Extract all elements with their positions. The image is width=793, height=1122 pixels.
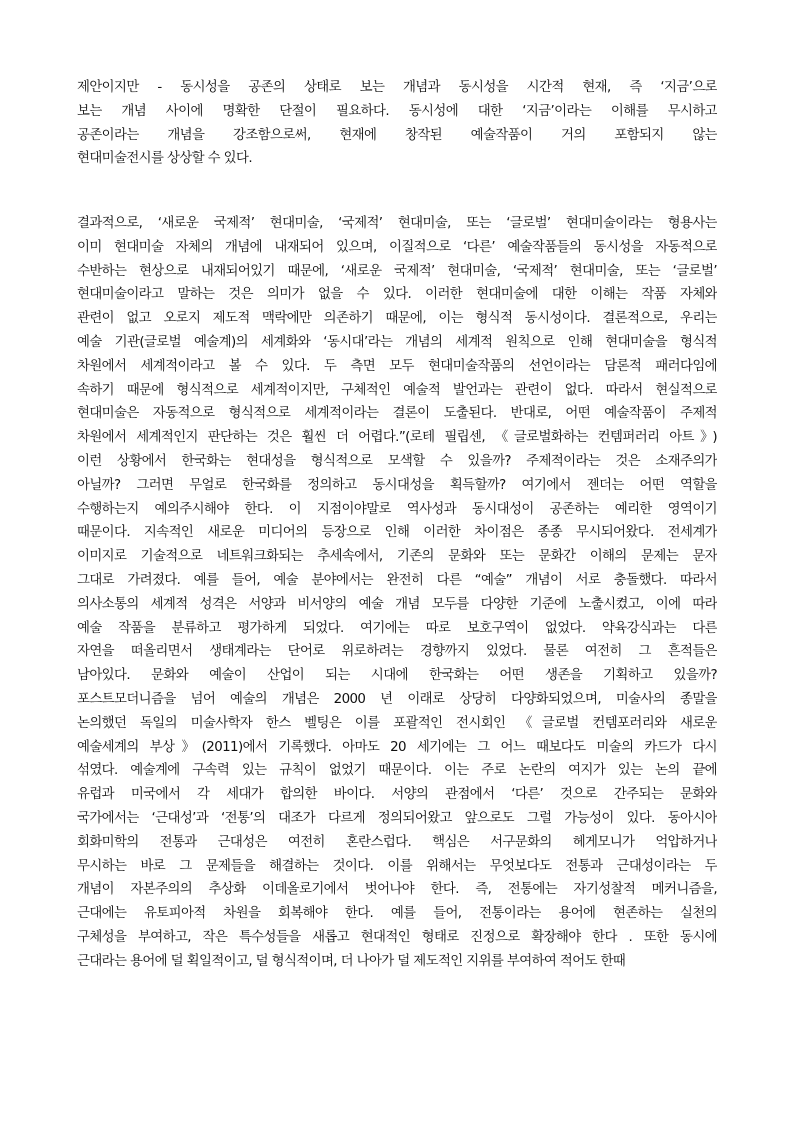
- text-line: 국가에서는 ‘근대성’과 ‘전통’의 대조가 다르게 정의되어왔고 앞으로도 그럴 가능성이 있다. 동아시아: [77, 810, 717, 826]
- text-line: 수반하는 현상으로 내재되어있기 때문에, ‘새로운 국제적’ 현대미술, ‘국제적’ 현대미술, 또는 ‘글로벌’: [77, 263, 717, 279]
- text-line: 결과적으로, ‘새로운 국제적’ 현대미술, ‘국제적’ 현대미술, 또는 ‘글로벌’ 현대미술이라는 형용사는: [77, 216, 717, 231]
- text-line: 개념이 자본주의의 추상화 이데올로기에서 벗어나야 한다. 즉, 전통에는 자기성찰적 메커니즘을,: [77, 882, 717, 898]
- text-line: 이미지로 기술적으로 네트워크화되는 추세속에서, 기존의 문화와 또는 문화간 이해의 문제는 문자: [77, 549, 717, 565]
- text-line: 이런 상황에서 한국화는 현대성을 형식적으로 모색할 수 있을까? 주제적이라는 것은 소재주의가: [77, 453, 717, 469]
- text-line: 유럽과 미국에서 각 세대가 합의한 바이다. 서양의 관점에서 ‘다른’ 것으로 간주되는 문화와: [77, 787, 717, 803]
- text-line: 예술 작품을 분류하고 평가하게 되었다. 여기에는 따로 보호구역이 없었다. 약육강식과는 다른: [77, 620, 717, 636]
- text-line: 예술 기관(글로벌 예술계)의 세계화와 ‘동시대’라는 개념의 세계적 원칙으로 인해 현대미술을 형식적: [77, 334, 717, 350]
- text-line: 자연을 떠올리면서 생태계라는 단어로 위로하려는 경향까지 있었다. 물론 여전히 그 흔적들은: [77, 644, 717, 660]
- text-line: 아닐까? 그러면 무얼로 한국화를 정의하고 동시대성을 획득할까? 여기에서 젠더는 어떤 역할을: [77, 477, 717, 493]
- paragraph-intro: [77, 76, 717, 171]
- text-line: 현대미술이라고 말하는 것은 의미가 없을 수 있다. 이러한 현대미술에 대한 이해는 작품 자체와: [77, 287, 717, 303]
- text-line: 회화미학의 전통과 근대성은 여전히 혼란스럽다. 핵심은 서구문화의 헤게모니가 억압하거나: [77, 834, 717, 850]
- text-line: 논의했던 독일의 미술사학자 한스 벨팅은 이를 포괄적인 전시회인 《글로벌 컨템포러리와 새로운: [77, 715, 717, 731]
- text-line: 포스트모더니즘을 넘어 예술의 개념은 2000 년 이래로 상당히 다양화되었으며, 미술사의 종말을: [77, 691, 717, 707]
- text-line: 관련이 없고 오로지 제도적 맥락에만 의존하기 때문에, 이는 형식적 동시성이다. 결론적으로, 우리는: [77, 311, 717, 327]
- text-line: 수행하는지 예의주시해야 한다. 이 지점이야말로 역사성과 동시대성이 공존하는 예리한 영역이기: [77, 501, 717, 517]
- text-line: 근대에는 유토피아적 차원을 회복해야 한다. 예를 들어, 전통이라는 용어에 현존하는 실천의: [77, 906, 717, 922]
- text-line: 이미 현대미술 자체의 개념에 내재되어 있으며, 이질적으로 ‘다른’ 예술작품들의 동시성을 자동적으로: [77, 239, 717, 255]
- text-line: 근대라는 용어에 덜 획일적이고, 덜 형식적이며, 더 나아가 덜 제도적인 지위를 부여하여 적어도 한때: [77, 953, 626, 969]
- text-line: 때문이다. 지속적인 새로운 미디어의 등장으로 인해 이러한 차이점은 종종 무시되어왔다. 전세계가: [77, 525, 717, 541]
- text-line: 의사소통의 세계적 성격은 서양과 비서양의 예술 개념 모두를 다양한 기준에 노출시켰고, 이에 따라: [77, 596, 717, 612]
- text-line: 보는 개념 사이에 명확한 단절이 필요하다. 동시성에 대한 ‘지금’이라는 이해를 무시하고: [77, 103, 717, 119]
- text-line: 남아있다. 문화와 예술이 산업이 되는 시대에 한국화는 어떤 생존을 기획하고 있을까?: [77, 668, 717, 684]
- text-line: 구체성을 부여하고, 작은 특수성들을 새롭고 현대적인 형태로 진정으로 확장해야 한다 . 또한 동시에: [77, 929, 717, 945]
- text-line: 예술세계의 부상》(2011)에서 기록했다. 아마도 20 세기에는 그 어느 때보다도 미술의 카드가 다시: [77, 739, 717, 755]
- text-line: 공존이라는 개념을 강조함으로써, 현재에 창작된 예술작품이 거의 포함되지 않는: [77, 127, 717, 143]
- paragraph-main: [77, 212, 717, 974]
- text-line: 현대미술은 자동적으로 형식적으로 세계적이라는 결론이 도출된다. 반대로, 어떤 예술작품이 주제적: [77, 406, 717, 422]
- text-line: 무시하는 바로 그 문제들을 해결하는 것이다. 이를 위해서는 무엇보다도 전통과 근대성이라는 두: [77, 858, 717, 874]
- text-line: 차원에서 세계적이라고 볼 수 있다. 두 측면 모두 현대미술작품의 선언이라는 담론적 패러다임에: [77, 358, 717, 374]
- text-line: 그대로 가려졌다. 예를 들어, 예술 분야에서는 완전히 다른 “예술” 개념이 서로 충돌했다. 따라서: [77, 572, 717, 588]
- text-line: 속하기 때문에 형식적으로 세계적이지만, 구체적인 예술적 발언과는 관련이 없다. 따라서 현실적으로: [77, 382, 717, 398]
- text-line: 섞였다. 예술계에 구속력 있는 규칙이 없었기 때문이다. 이는 주로 논란의 여지가 있는 논의 끝에: [77, 763, 717, 779]
- text-line: 현대미술전시를 상상할 수 있다.: [77, 151, 252, 167]
- text-line: 차원에서 세계적인지 판단하는 것은 훨씬 더 어렵다.”(로테 필립센, 《글로벌화하는 컨템퍼러리 아트》): [77, 430, 717, 446]
- text-line: 제안이지만 - 동시성을 공존의 상태로 보는 개념과 동시성을 시간적 현재, 즉 ‘지금’으로: [77, 80, 717, 95]
